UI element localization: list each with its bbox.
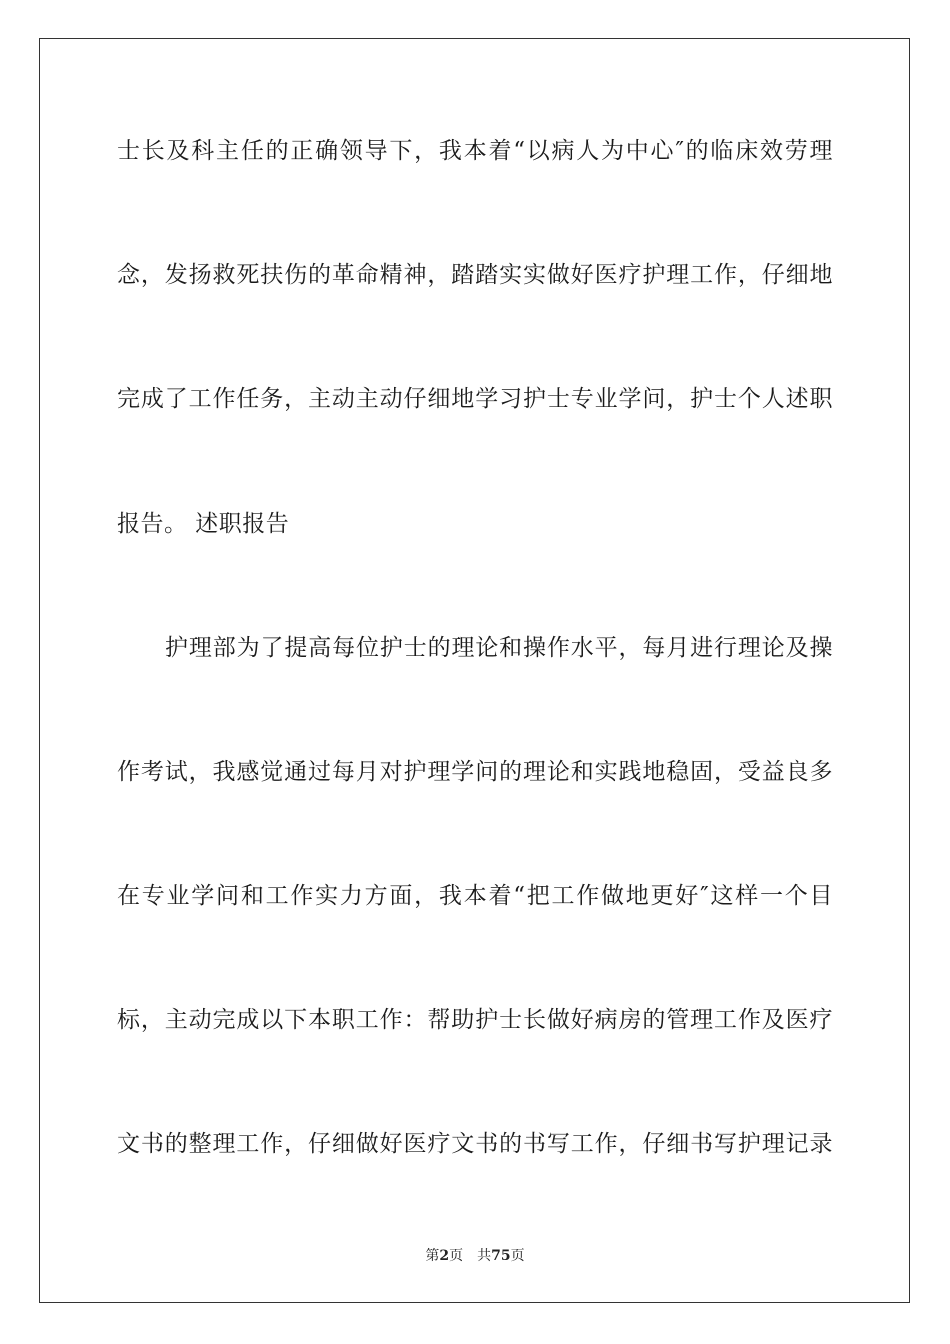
- text-line-1: 士长及科主任的正确领导下，我本着“以病人为中心″的临床效劳理: [117, 138, 833, 164]
- page-suffix: 页: [449, 1248, 464, 1264]
- text-line-6: 作考试，我感觉通过每月对护理学问的理论和实践地稳固，受益良多: [117, 759, 833, 785]
- total-suffix: 页: [510, 1248, 525, 1264]
- page-footer: [0, 1247, 950, 1265]
- page-current: 2: [439, 1248, 450, 1264]
- page-total: 75: [491, 1248, 511, 1264]
- text-line-7: 在专业学问和工作实力方面，我本着“把工作做地更好″这样一个目: [117, 883, 833, 909]
- text-line-2: 念，发扬救死扶伤的革命精神，踏踏实实做好医疗护理工作，仔细地: [117, 262, 833, 288]
- page-border: [39, 38, 910, 1303]
- text-line-3: 完成了工作任务，主动主动仔细地学习护士专业学问，护士个人述职: [117, 386, 833, 412]
- text-line-5: 护理部为了提高每位护士的理论和操作水平，每月进行理论及操: [165, 635, 833, 661]
- page-prefix: 第: [425, 1248, 440, 1264]
- text-line-4: 报告。 述职报告: [117, 511, 290, 537]
- total-prefix: 共: [477, 1248, 492, 1264]
- text-line-8: 标，主动完成以下本职工作：帮助护士长做好病房的管理工作及医疗: [117, 1007, 833, 1033]
- text-line-9: 文书的整理工作，仔细做好医疗文书的书写工作，仔细书写护理记录: [117, 1131, 833, 1157]
